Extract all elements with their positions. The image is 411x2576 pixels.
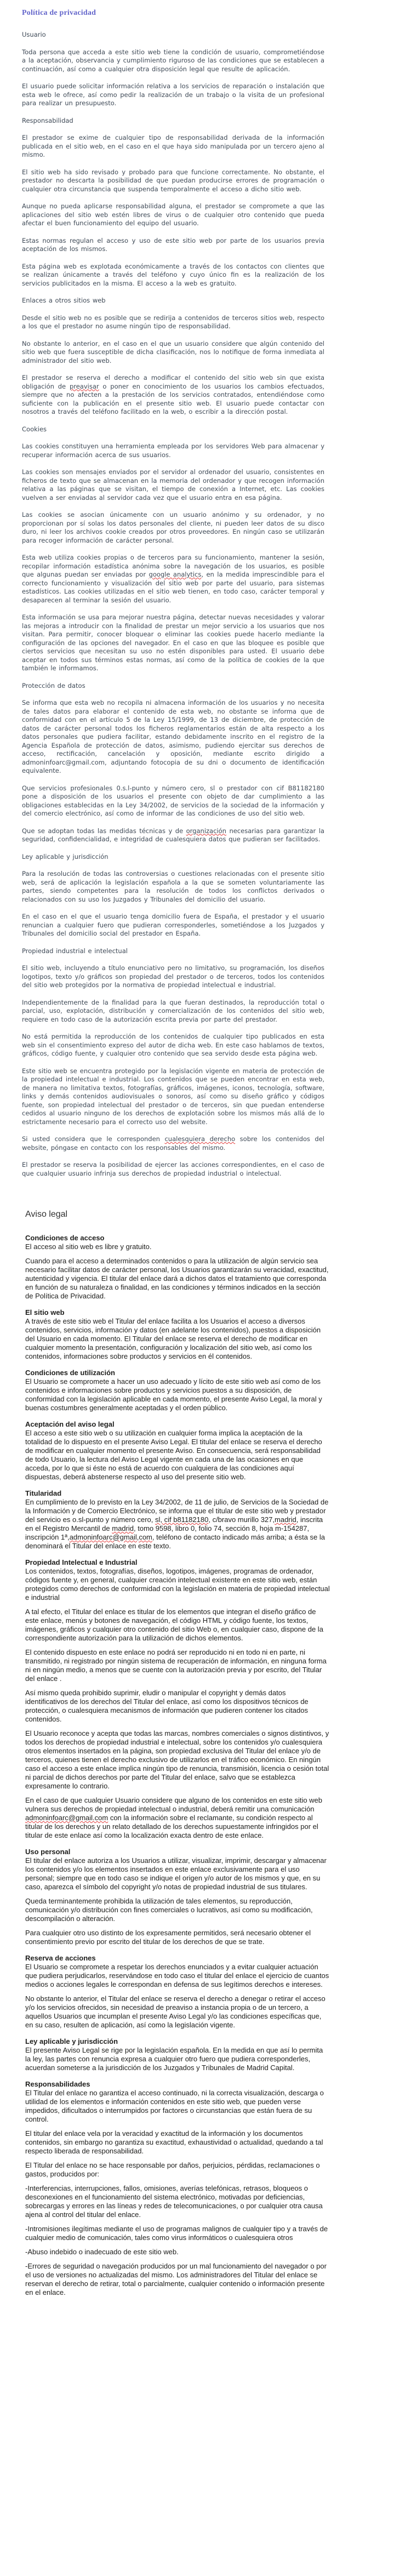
paragraph: El acceso al sitio web es libre y gratuito. bbox=[25, 1243, 152, 1251]
section-heading: El sitio web bbox=[25, 1308, 65, 1317]
spellcheck-marked-text: madrid bbox=[112, 1524, 134, 1532]
paragraph: -Abuso indebido o inadecuado de este sitio web. bbox=[25, 2248, 179, 2256]
paragraph: Para cualquier otro uso distinto de los expresamente permitidos, será necesario obtener el consentimiento previo por escrito del titular de los derechos de que se trate. bbox=[25, 1929, 311, 1946]
section-heading: Propiedad Intelectual e Industrial bbox=[25, 1558, 138, 1566]
section-heading: Responsabilidad bbox=[22, 116, 73, 124]
spellcheck-marked-text: sl, cif b81182180 bbox=[155, 1515, 209, 1524]
paragraph: Esta página web es explotada económicamente a través de los contactos con clientes que se realizan únicamente a través del teléfono y cuyo único fin es la realización de los servicios publicitados en la misma. El acceso a la web es gratuito. bbox=[22, 262, 324, 287]
paragraph: Cuando para el acceso a determinados contenidos o para la utilización de algún servicio sea necesario facilitar datos de carácter personal, los Usuarios garantizarán su veracidad, exactitud, autenticidad y vigencia. El titular del enlace dará a dichos datos el tratamiento que corresponda en función de su naturaleza o finalidad, en las condiciones y términos indicados en la sección de Política de Privacidad. bbox=[25, 1257, 329, 1300]
paragraph: -Interferencias, interrupciones, fallos, omisiones, averías telefónicas, retrasos, bloqueos o desconexiones en el funcionamiento del sistema electrónico, motivadas por deficiencias, sobrecargas y errores en las líneas y redes de telecomunicaciones, o por cualquier otra causa ajena al control del titular del enlace. bbox=[25, 2184, 323, 2219]
privacy-policy-section bbox=[22, 9, 324, 1178]
paragraph: En el caso de que cualquier Usuario considere que alguno de los contenidos en este sitio web vulnera sus derechos de propiedad intelectual o industrial, deberá remitir una comunicación admoninfoarc@gmail.com con la información sobre el reclamante, su condición respecto al titular de los derechos y un relato detallado de los derechos supuestamente infringidos por el titular de este enlace así como la localización exacta dentro de este enlace. bbox=[25, 1796, 323, 1839]
section-heading: Responsabilidades bbox=[25, 2080, 90, 2088]
paragraph: Toda persona que acceda a este sitio web tiene la condición de usuario, comprometiéndose a la aceptación, observancia y cumplimiento riguroso de las condiciones que se establecen a continuación, así como a cualquier otra disposición legal que resulte de aplicación. bbox=[22, 48, 324, 73]
paragraph: -Errores de seguridad o navegación producidos por un mal funcionamiento del navegador o por el uso de versiones no actualizadas del mismo. Los administradores del Titular del enlace se reservan el derecho de retirar, total o parcialmente, cualquier contenido o información presente en el enlace. bbox=[25, 2262, 327, 2296]
spellcheck-marked-text: cualesquiera derecho bbox=[164, 1135, 236, 1143]
paragraph: El sitio web ha sido revisado y probado para que funcione correctamente. No obstante, el prestador no descarta la posibilidad de que puedan producirse errores de programación o cualquier otra circunstancia que suspenda temporalmente el acceso a dicho sitio web. bbox=[22, 168, 324, 193]
paragraph: El Titular del enlace no garantiza el acceso continuado, ni la correcta visualización, descarga o utilidad de los elementos e información contenidos en este sitio web, que pueden verse impedidos, dificultados o interrumpidos por factores o circunstancias que están fuera de su control. bbox=[25, 2089, 324, 2123]
section-heading: Uso personal bbox=[25, 1848, 71, 1856]
paragraph: Que servicios profesionales 0.s.l-punto y número cero, sl o prestador con cif B81182180 pone a disposición de los usuarios el presente con objeto de dar cumplimiento a las obligaciones establecidas en la Ley 34/2002, de servicios de la sociedad de la información y del comercio electrónico, así como de informar de las condiciones de uso del sitio web. bbox=[22, 784, 324, 817]
paragraph: El Usuario se compromete a respetar los derechos enunciados y a evitar cualquier actuación que pudiera perjudicarlos, reservándose en todo caso el titular del enlace el ejercicio de cuantos medios o acciones legales le correspondan en defensa de sus legítimos derechos e intereses. bbox=[25, 1963, 329, 1988]
section-heading: Ley aplicable y jurisdicción bbox=[22, 852, 109, 860]
paragraph: Las cookies son mensajes enviados por el servidor al ordenador del usuario, consistentes en ficheros de texto que se almacenan en la memoria del ordenador y que recogen información relativa a las páginas que se visitan, el tiempo de conexión a Internet, etc. Las cookies vuelven a ser enviadas al servidor cada vez que el usuario entra en esa página. bbox=[22, 468, 324, 501]
legal-notice-body bbox=[25, 1234, 330, 2297]
paragraph: No obstante lo anterior, el Titular del enlace se reserva el derecho a denegar o retirar el acceso y/o los servicios ofrecidos, sin necesidad de preaviso a instancia propia o de un tercero, a aquellos Usuarios que incumplan el presente Aviso Legal y/o las condiciones específicas que, en su caso, resulten de aplicación, así como la legislación vigente. bbox=[25, 1994, 326, 2029]
paragraph: El usuario puede solicitar información relativa a los servicios de reparación o instalación que esta web le ofrece, así como pedir la realización de un trabajo o la visita de un profesional para realizar un presupuesto. bbox=[22, 82, 324, 107]
paragraph: El Usuario reconoce y acepta que todas las marcas, nombres comerciales o signos distintivos, y todos los derechos de propiedad industrial e intelectual, sobre los contenidos y/o cualesquiera otros elementos insertados en la página, son propiedad exclusiva del Titular del enlace y/o de terceros, quienes tienen el derecho exclusivo de utilizarlos en el tráfico económico. En ningún caso el acceso a este enlace implica ningún tipo de renuncia, transmisión, licencia o cesión total ni parcial de dichos derechos por parte del Titular del enlace, salvo que se establezca expresamente lo contrario. bbox=[25, 1729, 329, 1790]
section-heading: Aceptación del aviso legal bbox=[25, 1420, 115, 1428]
paragraph: En el caso en el que el usuario tenga domicilio fuera de España, el prestador y el usuario renuncian a cualquier fuero que pudieran corresponderles, sometiéndose a los Juzgados y Tribunales del domicilio social del prestador en España. bbox=[22, 913, 324, 937]
section-heading: Cookies bbox=[22, 425, 47, 433]
paragraph: En cumplimiento de lo previsto en la Ley 34/2002, de 11 de julio, de Servicios de la Sociedad de la Información y de Comercio Electrónico, se informa que el titular de este sitio web y prestador del servicio es o.sl-punto y número cero, sl, cif b81182180, c/bravo murillo 327,madrid, inscrita en el Registro Mercantil de madrid, tomo 9598, libro 0, folio 74, sección 8, hoja m-154287, inscripción 1ª,admoninfoarc@gmail,com, teléfono de contacto indicado más arriba; a ésta se la denominará el Titular del enlace en este texto. bbox=[25, 1498, 329, 1550]
section-heading: Reserva de acciones bbox=[25, 1954, 96, 1962]
section-heading: Enlaces a otros sitios web bbox=[22, 297, 106, 304]
paragraph: Se informa que esta web no recopila ni almacena información de los usuarios y no necesita de tales datos para elaborar el contenido de esta web, no obstante se informa que de conformidad con en el artículo 5 de la Ley 15/1999, de 13 de diciembre, de protección de datos de carácter personal todos los ficheros reglamentarios están de alta respecto a los datos personales que pudiera facilitar, estando debidamente inscrito en el registro de la Agencia Española de protección de datos, asimismo, pudiendo ejercitar sus derechos de acceso, rectificación, cancelación y oposición, mediante escrito dirigido a admoninfoarc@gmail.com, adjuntando fotocopia de su dni o documento de identificación equivalente. bbox=[22, 699, 324, 774]
spellcheck-marked-text: admoninfoarc@gmail,com bbox=[69, 1533, 152, 1541]
paragraph: Las cookies se asocian únicamente con un usuario anónimo y su ordenador, y no proporcionan por sí solas los datos personales del cliente, ni pueden leer datos de su disco duro, ni leer los archivos cookie creados por otros proveedores. En ningún caso se utilizarán para recoger información de carácter personal. bbox=[22, 511, 324, 544]
paragraph: Las cookies constituyen una herramienta empleada por los servidores Web para almacenar y recuperar información acerca de sus usuarios. bbox=[22, 442, 324, 459]
paragraph: El Titular del enlace no se hace responsable por daños, perjuicios, pérdidas, reclamaciones o gastos, producidos por: bbox=[25, 2161, 320, 2178]
privacy-policy-title: Política de privacidad bbox=[22, 9, 96, 17]
section-heading: Usuario bbox=[22, 31, 46, 38]
paragraph: Queda terminantemente prohibida la utilización de tales elementos, su reproducción, comunicación y/o distribución con fines comerciales o lucrativos, así como su modificación, descompilación o alteración. bbox=[25, 1897, 313, 1923]
spellcheck-marked-text: preavisar bbox=[69, 382, 99, 390]
paragraph: El presente Aviso Legal se rige por la legislación española. En la medida en que así lo permita la ley, las partes con renuncia expresa a cualquier otro fuero que pudiera corresponderles, acuerdan someterse a la jurisdicción de los Juzgados y Tribunales de Madrid Capital. bbox=[25, 2046, 323, 2072]
paragraph: Desde el sitio web no es posible que se redirija a contenidos de terceros sitios web, respecto a los que el prestador no asume ningún tipo de responsabilidad. bbox=[22, 314, 324, 330]
paragraph: Que se adoptan todas las medidas técnicas y de organización necesarias para garantizar la seguridad, confidencialidad, e integridad de cualesquiera datos que pudieran ser facilitados. bbox=[22, 827, 324, 843]
paragraph: El titular del enlace autoriza a los Usuarios a utilizar, visualizar, imprimir, descargar y almacenar los contenidos y/o los elementos insertados en este enlace exclusivamente para el uso personal; siempre que en todo caso se indique el origen y/o autor de los mismos y que, en su caso, aparezca el símbolo del copyright y/o notas de propiedad industrial de sus titulares. bbox=[25, 1856, 327, 1891]
section-heading: Condiciones de acceso bbox=[25, 1234, 105, 1242]
paragraph: -Intromisiones ilegítimas mediante el uso de programas malignos de cualquier tipo y a través de cualquier medio de comunicación, tales como virus informáticos o cualesquiera otros bbox=[25, 2225, 328, 2242]
paragraph: No está permitida la reproducción de los contenidos de cualquier tipo publicados en esta web sin el consentimiento expreso del autor de dicha web. En este caso hablamos de textos, gráficos, código fuente, y cualquier otro contenido que sea servido desde esta página web. bbox=[22, 1033, 324, 1057]
spellcheck-marked-text: madrid bbox=[275, 1515, 296, 1524]
spellcheck-marked-text: admoninfoarc@gmail.com bbox=[25, 1814, 109, 1822]
legal-notice-section bbox=[22, 1210, 330, 2297]
section-heading: Titularidad bbox=[25, 1489, 62, 1497]
paragraph: Si usted considera que le corresponden cualesquiera derecho sobre los contenidos del website, póngase en contacto con los responsables del mismo. bbox=[22, 1135, 324, 1152]
paragraph: El Usuario se compromete a hacer un uso adecuado y lícito de este sitio web así como de los contenidos e informaciones sobre productos y servicios puestos a su disposición, de conformidad con la legislación aplicable en cada momento, el presente Aviso Legal, la moral y buenas costumbres generalmente aceptadas y el orden público. bbox=[25, 1377, 322, 1412]
section-heading: Protección de datos bbox=[22, 681, 85, 689]
paragraph: A tal efecto, el Titular del enlace es titular de los elementos que integran el diseño gráfico de este enlace, menús y botones de navegación, el código HTML y código fuente, los textos, imágenes, gráficos y cualquier otro contenido del sitio Web o, en cualquier caso, dispone de la correspondiente autorización para la utilización de dichos elementos. bbox=[25, 1608, 323, 1642]
paragraph: El prestador se reserva la posibilidad de ejercer las acciones correspondientes, en el caso de que cualquier usuario infrinja sus derechos de propiedad industrial o intelectual. bbox=[22, 1161, 324, 1177]
legal-notice-title: Aviso legal bbox=[25, 1210, 68, 1219]
section-heading: Condiciones de utilización bbox=[25, 1369, 115, 1377]
section-heading: Propiedad industrial e intelectual bbox=[22, 947, 128, 955]
paragraph: Este sitio web se encuentra protegido por la legislación vigente en materia de protección de la propiedad intelectual e industrial. Los contenidos que se pueden encontrar en esta web, de manera no limitativa textos, fotografías, gráficos, imágenes, iconos, tecnología, software, links y demás contenidos audiovisuales o sonoros, así como su diseño gráfico y códigos fuente, son propiedad intelectual del prestador o de terceros, sin que puedan entenderse cedidos al usuario ninguno de los derechos de explotación sobre los mismos más allá de lo estrictamente necesario para el correcto uso del website. bbox=[22, 1067, 324, 1126]
paragraph: El sitio web, incluyendo a título enunciativo pero no limitativo, su programación, los diseños logotipos, texto y/o gráficos son propiedad del prestador o de terceros, todos los contenidos del sitio web protegidos por la normativa de propiedad intelectual e industrial. bbox=[22, 964, 324, 989]
paragraph: El acceso a este sitio web o su utilización en cualquier forma implica la aceptación de la totalidad de lo dispuesto en el presente Aviso Legal. El titular del enlace se reserva el derecho de modificar en cualquier momento el presente Aviso. En consecuencia, será responsabilidad de todo Usuario, la lectura del Aviso Legal vigente en cada una de las ocasiones en que acceda, por lo que si éste no está de acuerdo con cualquiera de las condiciones aquí dispuestas, deberá abstenerse respecto al uso del presente sitio web. bbox=[25, 1429, 322, 1481]
paragraph: Estas normas regulan el acceso y uso de este sitio web por parte de los usuarios previa aceptación de los mismos. bbox=[22, 236, 324, 253]
spellcheck-marked-text: google analytics bbox=[149, 571, 202, 578]
paragraph: Aunque no pueda aplicarse responsabilidad alguna, el prestador se compromete a que las aplicaciones del sitio web estén libres de virus o de cualquier otro contenido que pueda afectar el buen funcionamiento del equipo del usuario. bbox=[22, 202, 324, 227]
section-heading: Ley aplicable y jurisdicción bbox=[25, 2037, 118, 2045]
paragraph: Los contenidos, textos, fotografías, diseños, logotipos, imágenes, programas de ordenador, códigos fuente y, en general, cualquier creación intelectual existente en este sitio web, están protegidos como derechos de conformidad con la legislación en materia de propiedad intelectual e industrial bbox=[25, 1567, 330, 1602]
paragraph: Para la resolución de todas las controversias o cuestiones relacionadas con el presente sitio web, será de aplicación la legislación española a la que se someten voluntariamente las partes, siendo competentes para la resolución de todos los conflictos derivados o relacionados con su uso los Juzgados y Tribunales del domicilio del usuario. bbox=[22, 870, 324, 903]
paragraph: Esta información se usa para mejorar nuestra página, detectar nuevas necesidades y valorar las mejoras a introducir con la finalidad de prestar un mejor servicio a los usuarios que nos visitan. Para permitir, conocer bloquear o eliminar las cookies puede hacerlo mediante la configuración de las opciones del navegador. En el caso en que las bloquee es posible que ciertos servicios que necesitan su uso no estén disponibles para usted. El usuario debe aceptar en todos sus términos estas normas, así como de la política de cookies de la que también le informamos. bbox=[22, 613, 324, 672]
paragraph: El titular del enlace vela por la veracidad y exactitud de la información y los documentos contenidos, sin embargo no garantiza su exactitud, exhaustividad o actualidad, quedando a tal respecto liberada de responsabilidad. bbox=[25, 2129, 323, 2155]
paragraph: No obstante lo anterior, en el caso en el que un usuario considere que algún contenido del sitio web que fuera susceptible de dicha clasificación, nos lo notifique de forma inmediata al administrador del sitio web. bbox=[22, 339, 324, 364]
privacy-policy-body bbox=[22, 31, 324, 1178]
paragraph: El prestador se reserva el derecho a modificar el contenido del sitio web sin que exista obligación de preavisar o poner en conocimiento de los usuarios los cambios efectuados, siempre que no afecten a la prestación de los servicios contratados, entendiéndose como suficiente con la publicación en el presente sitio web. El usuario puede contactar con nosotros a través del teléfono facilitado en la web, o escribir a la dirección postal. bbox=[22, 374, 324, 415]
spellcheck-marked-text: organización bbox=[186, 827, 226, 835]
paragraph: Independientemente de la finalidad para la que fueran destinados, la reproducción total o parcial, uso, explotación, distribución y comercialización de los contenidos del sitio web, requiere en todo caso de la autorización escrita previa por parte del prestador. bbox=[22, 998, 324, 1023]
paragraph: El prestador se exime de cualquier tipo de responsabilidad derivada de la información publicada en el sitio web, en el caso en el que haya sido manipulada por un tercero ajeno al mismo. bbox=[22, 134, 324, 158]
paragraph: El contenido dispuesto en este enlace no podrá ser reproducido ni en todo ni en parte, ni transmitido, ni registrado por ningún sistema de recuperación de información, en ninguna forma ni en ningún medio, a menos que se cuente con la autorización previa y por escrito, del Titular del enlace . bbox=[25, 1648, 327, 1683]
paragraph: Así mismo queda prohibido suprimir, eludir o manipular el copyright y demás datos identificativos de los derechos del Titular del enlace, así como los dispositivos técnicos de protección, o cualesquiera mecanismos de información que pudieren contener los citados contenidos. bbox=[25, 1689, 309, 1723]
paragraph: Esta web utiliza cookies propias o de terceros para su funcionamiento, mantener la sesión, recopilar información estadística anónima sobre la navegación de los usuarios, es posible que algunas puedan ser enviadas por google analytics, en la medida imprescindible para el correcto funcionamiento y visualización del sitio web por parte del usuario, para sistemas estadísticos. Las cookies utilizadas en el sitio web tienen, en todo caso, carácter temporal y desaparecen al terminar la sesión del usuario. bbox=[22, 554, 324, 604]
paragraph: A través de este sitio web el Titular del enlace facilita a los Usuarios el acceso a diversos contenidos, servicios, información y datos (en adelante los contenidos), puestos a disposición del Usuario en cada momento. El Titular del enlace se reserva el derecho de modificar en cualquier momento la presentación, configuración y localización del sitio web, así como los contenidos, informaciones sobre productos y servicios en él contenidos. bbox=[25, 1317, 321, 1360]
